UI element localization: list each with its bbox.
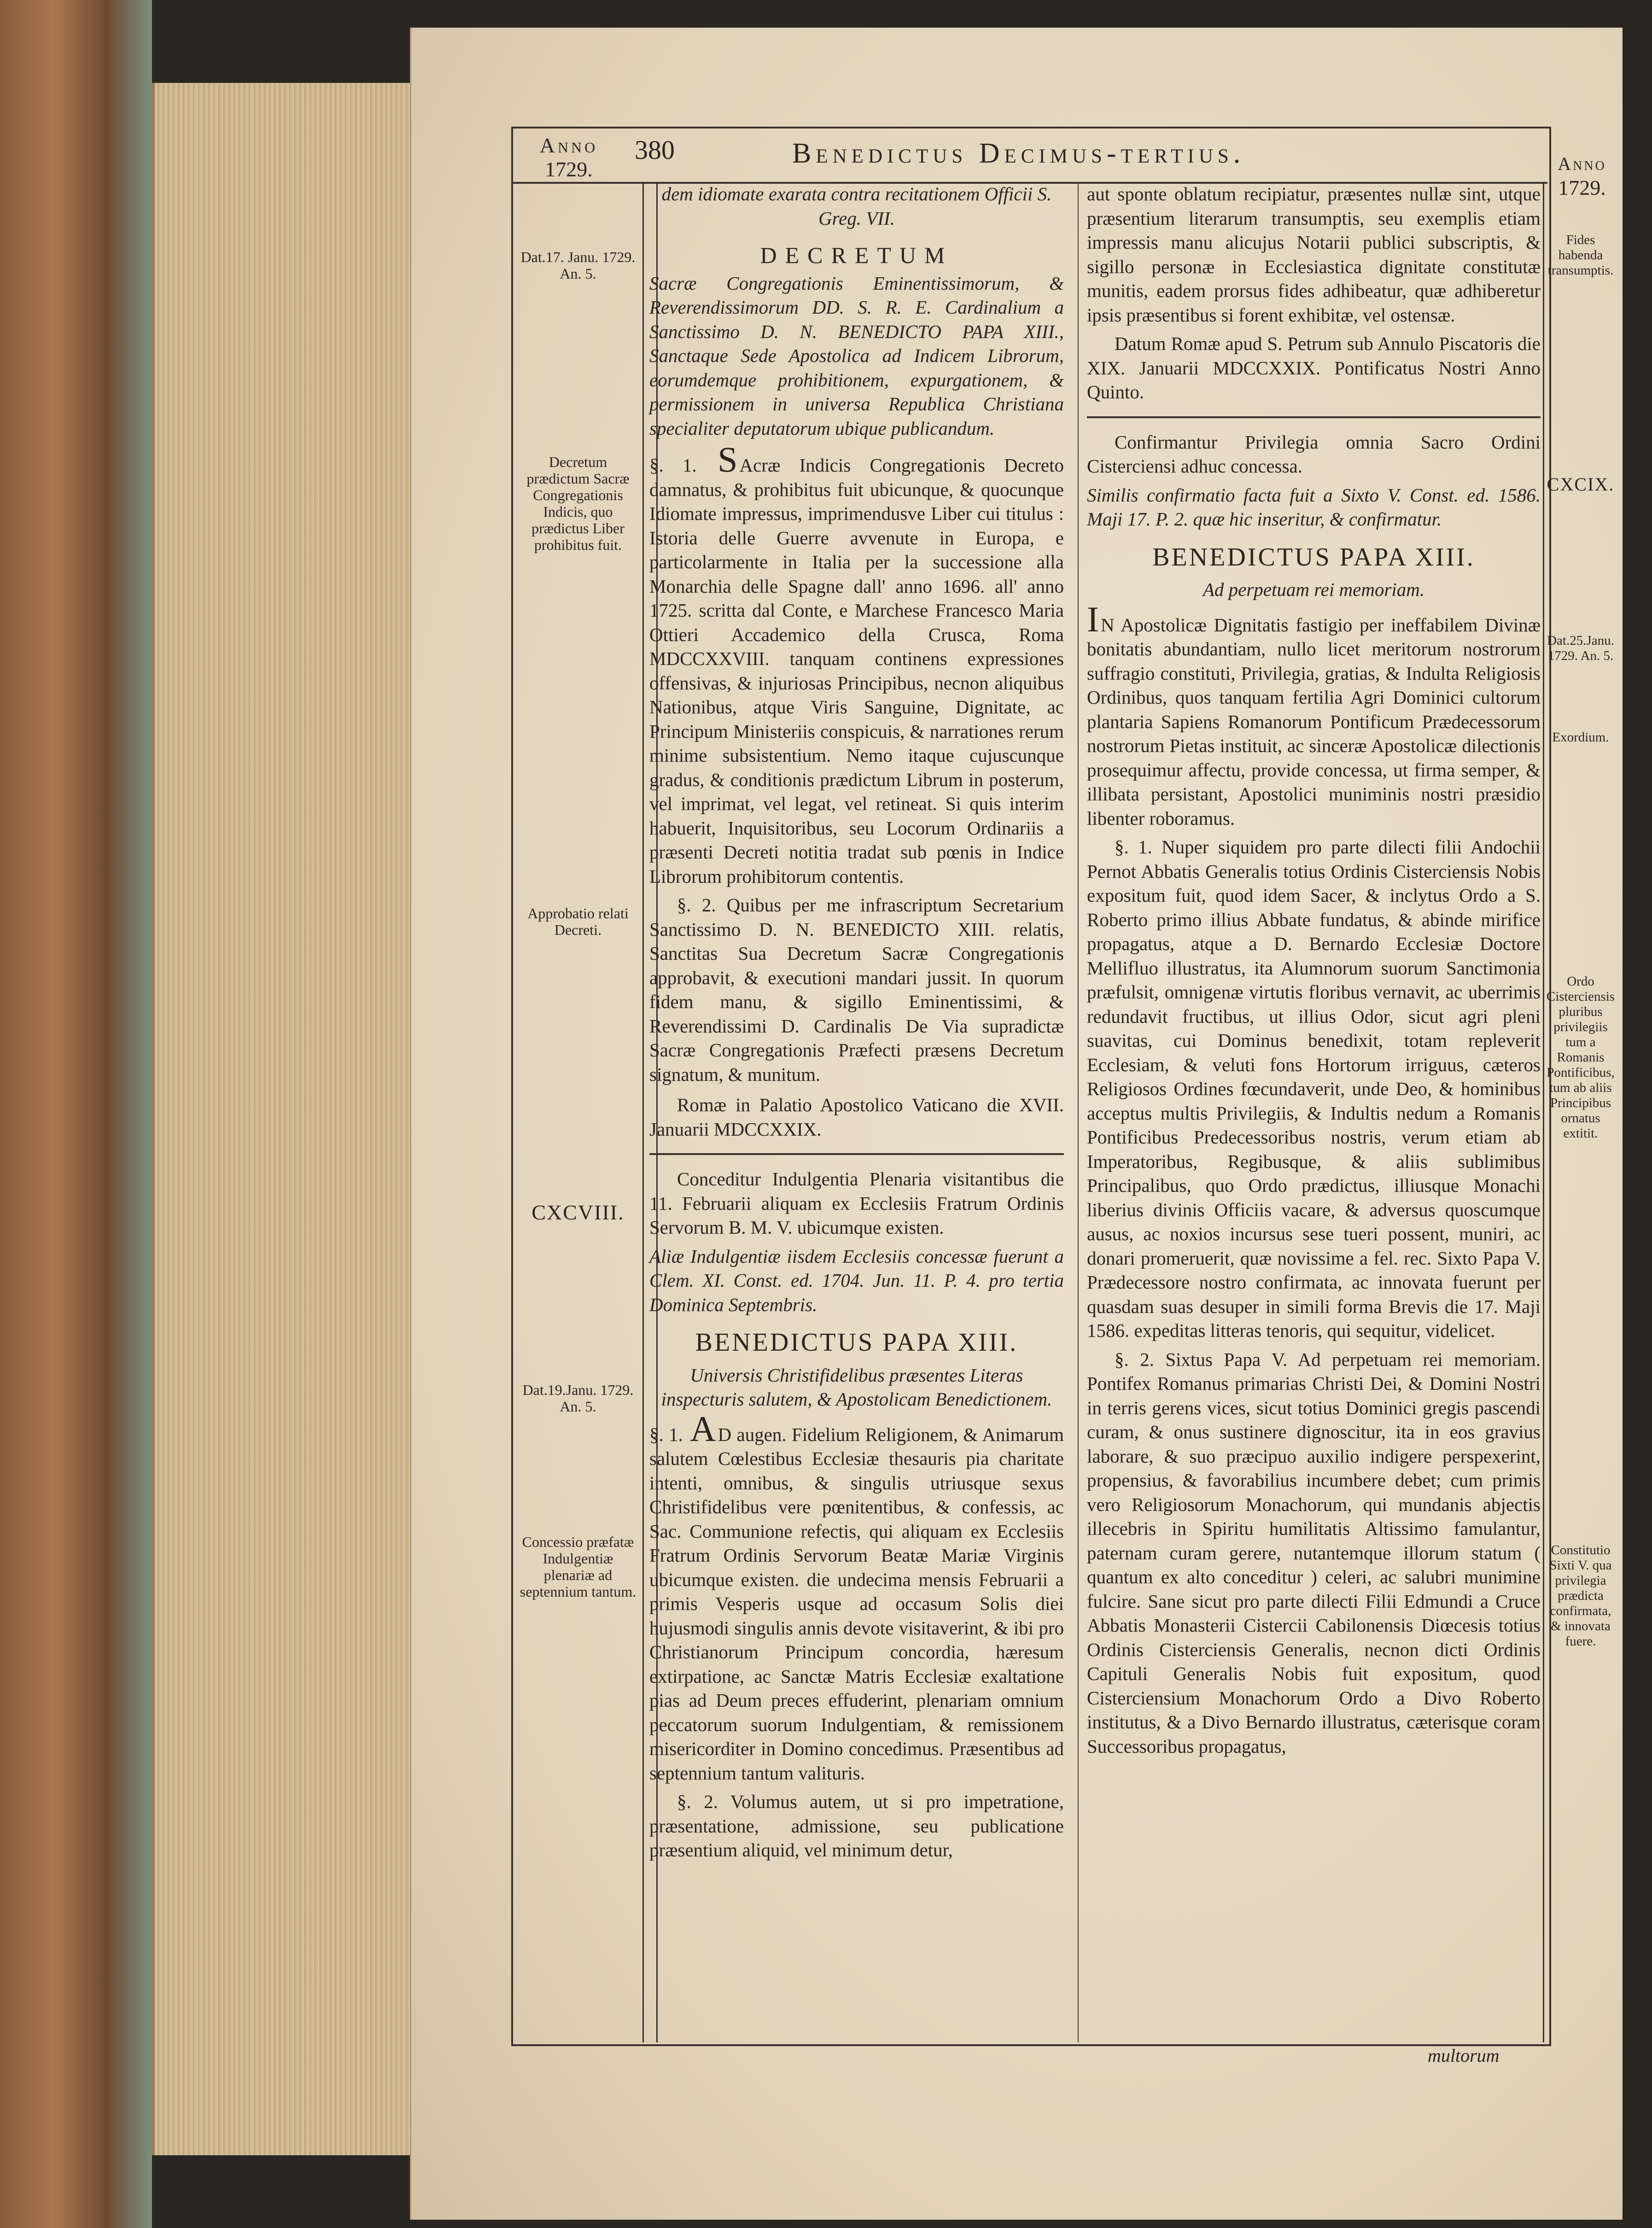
anno-label-right: Anno: [1558, 153, 1606, 174]
margin-number-199: CXCIX.: [1547, 474, 1615, 495]
margin-note-dat3: Dat.25.Janu. 1729. An. 5.: [1547, 633, 1614, 663]
binding-cloth: [0, 0, 152, 2228]
benedictus-title-right: BENEDICTUS PAPA XIII.: [1152, 542, 1475, 572]
catchword: multorum: [1428, 2045, 1500, 2066]
decretum-date: Romæ in Palatio Apostolico Vaticano die XVII. Januarii MDCCXXIX.: [649, 1094, 1064, 1140]
year-value-right: 1729.: [1558, 176, 1606, 199]
page-edges: [152, 83, 413, 2155]
drop-cap-i: I: [1087, 599, 1099, 639]
intro-text: dem idiomate exarata contra recitationem Officii S. Greg. VII.: [661, 183, 1052, 229]
page-number: 380: [635, 135, 675, 165]
indulgence-paragraph-2: §. 2. Volumus autem, ut si pro impetratione, præsentatione, admissione, seu publicatione præsentium aliquid, vel minimum detur,: [649, 1791, 1064, 1861]
decretum-paragraph-2: §. 2. Quibus per me infrascriptum Secretarium Sanctissimo D. N. BENEDICTO XIII. relatis, Sanctitas Sua Decretum Sacræ Congregationis approbavit, & executioni mandari jussit. In quorum fidem manu, & sigillo Eminentissimi, & Reverendissimi D. Cardinalis De Via supradictæ Sacræ Congregationis Præfecti præsens Decretum signatum, & munitum.: [649, 894, 1064, 1085]
exordium-paragraph: [1087, 599, 1541, 831]
margin-note-exordium: Exordium.: [1552, 730, 1609, 745]
brief-date: Datum Romæ apud S. Petrum sub Annulo Piscatoris die XIX. Januarii MDCCXXIX. Pontificatus Nostri Anno Quinto.: [1087, 333, 1541, 402]
section-separator-right: [1087, 416, 1541, 418]
margin-number-198: CXCVIII.: [531, 1201, 625, 1224]
aliae-note: Aliæ Indulgentiæ iisdem Ecclesiis concessæ fuerunt a Clem. XI. Const. ed. 1704. Jun. 11. P. 4. pro tertia Dominica Septembris.: [649, 1245, 1064, 1315]
continuation-text: aut sponte oblatum recipiatur, præsentes nullæ sint, utque præsentium literarum transumptis, seu exemplis etiam impressis manu alicujus Notarii publici subscriptis, & sigillo personæ in Ecclesiastica dignitate constitutæ munitis, eadem prorsus fides adhibeatur, quæ adhiberetur ipsis præsentibus si forent exhibitæ, vel ostensæ.: [1087, 183, 1541, 326]
universis-salutation: Universis Christifidelibus præsentes Literas inspecturis salutem, & Apostolicam Benedictionem.: [661, 1364, 1052, 1410]
column-divider: [1078, 182, 1079, 2042]
margin-note-concessio: Concessio præfatæ Indulgentiæ plenariæ ad septennium tantum.: [520, 1534, 636, 1600]
margin-note-decretum: Decretum prædictum Sacræ Congregationis Indicis, quo prædictus Liber prohibitus fuit.: [526, 454, 630, 553]
margin-note-approbatio: Approbatio relati Decreti.: [527, 905, 629, 938]
running-head: Benedictus Decimus-tertius.: [792, 138, 1245, 169]
section-mark: §. 1.: [649, 455, 697, 476]
ad-perpetuam: Ad perpetuam rei memoriam.: [1203, 579, 1425, 600]
cistercian-paragraph-1: §. 1. Nuper siquidem pro parte dilecti filii Andochii Pernot Abbatis Generalis totius Ordinis Cisterciensis Nobis expositum fuit, quod idem Sacer, & inclytus Ordo a S. Roberto primo illius Abbate fundatus, & abinde mirifice propagatus, atque a D. Bernardo Ecclesiæ Doctore Mellifluo illustratus, ita Alumnorum suorum Sanctimonia præfulsit, omnigenæ virtutis floribus vernavit, ac uberrimis redundavit fructibus, ut illius Odor, sicut agri pleni suavitas, cui Dominus benedixit, totam repleverit Ecclesiam, & veluti fons Hortorum irriguus, cæteros Religiosos Ordines fœcundaverit, unde Deo, & hominibus acceptus multis Privilegiis, & Indultis nedum a Romanis Pontificibus Predecessoribus nostris, verum etiam ab Imperatoribus, Regibusque, & aliis sublimibus Principalibus, quo Ordo prædictus, illiusque Monachi liberius divinis Officiis vacare, & adversus quoscumque ausus, ac noxios incursus sese tueri possent, muniri, ac donari promeruerit, quæ novissime a fel. rec. Sixto Papa V. Prædecessore nostro confirmata, ac innovata fuerunt per quasdam suas desuper in simili forma Brevis die 17. Maji 1586. expeditas litteras tenoris, qui sequitur, videlicet.: [1087, 836, 1541, 1341]
section-mark: §. 1.: [649, 1423, 683, 1445]
decretum-subtitle: Sacræ Congregationis Eminentissimorum, & Reverendissimorum DD. S. R. E. Cardinalium a Sanctissimo D. N. BENEDICTO PAPA XIII., Sanctaque Sede Apostolica ad Indicem Librorum, eorumdemque prohibitionem, expurgationem, & permissionem in universa Republica Christiana specialiter deputatorum ubique publicandum.: [649, 272, 1064, 439]
conceditur-summary: Conceditur Indulgentia Plenaria visitantibus die 11. Februarii aliquam ex Ecclesiis Fratrum Ordinis Servorum B. M. V. ubicumque existen.: [649, 1168, 1064, 1238]
margin-note-dat1: Dat.17. Janu. 1729. An. 5.: [520, 249, 636, 282]
year-right: [1547, 152, 1617, 200]
anno-label-left: Anno: [539, 134, 598, 157]
similis-note: Similis confirmatio facta fuit a Sixto V. Const. ed. 1586. Maji 17. P. 2. quæ hic inseritur, & confirmatur.: [1087, 484, 1541, 530]
margin-note-fides: Fides habenda transumptis.: [1547, 233, 1614, 278]
year-left: [516, 134, 622, 181]
margin-note-constitutio: Constitutio Sixti V. qua privilegia prædicta confirmata, & innovata fuere.: [1549, 1543, 1612, 1649]
year-value-left: 1729.: [545, 157, 593, 181]
decretum-title: DECRETUM: [760, 242, 953, 268]
section-separator: [649, 1153, 1064, 1155]
drop-cap-a: A: [690, 1408, 716, 1449]
margin-note-ordo: Ordo Cisterciensis pluribus privilegiis tum a Romanis Pontificibus, tum ab aliis Principibus ornatus extitit.: [1546, 974, 1615, 1141]
decretum-paragraph-1: [649, 439, 1064, 888]
column-left: [649, 182, 1064, 1867]
margin-rule-left-outer: [642, 182, 644, 2042]
benedictus-title-left: BENEDICTUS PAPA XIII.: [695, 1328, 1018, 1357]
cistercian-paragraph-2: §. 2. Sixtus Papa V. Ad perpetuam rei memoriam. Pontifex Romanus primarias Christi Dei, & Domini Nostri in terris gerens vices, sicut totius Dominici gregis pascendi curam, & onus sustinere dignoscitur, ita in eos gravius laborare, & suo præcipuo auxilio indigere perspexerint, propensius, & favorabilius incumbere debet; cum primis vero Religiosorum Monachorum, qui mundanis abjectis illecebris in Spiritu humilitatis Altissimo famulantur, paternam curam gerere, nutantemque illorum statum ( quantum ex alto conceditur ) celeri, ac salubri munimine fulcire. Sane sicut pro parte dilecti Filii Edmundi a Cruce Abbatis Monasterii Cistercii Cabilonensis Diœcesis totius Ordinis Cisterciensis Generalis, necnon dicti Ordinis Capituli Generalis Nobis fuit expositum, quod Cisterciensium Monachorum Ordo a Divo Roberto institutus, & a Divo Bernardo illustratus, cæterisque coram Successoribus propagatus,: [1087, 1348, 1541, 1757]
column-right: [1087, 182, 1541, 1763]
exordium-paragraph-text: N Apostolicæ Dignitatis fastigio per ineffabilem Divinæ bonitatis abundantiam, nullo licet meritorum nostrorum suffragio constituti, Privilegia, gratias, & Indulta Religiosis Ordinibus, quos tanquam fertilia Agri Dominici cultorum plantaria Sapiens Romanorum Pontificum Prædecessorum nostrorum Pietas instituit, ac sinceræ Apostolicæ dilectionis prosequimur affectu, provide concessa, ut firma semper, & illibata persistant, Apostolici muniminis nostri præsidio libenter roboramus.: [1087, 614, 1541, 829]
indulgence-paragraph-1-text: D augen. Fidelium Religionem, & Animarum salutem Cœlestibus Ecclesiæ thesauris pia charitate intenti, omnibus, & singulis utriusque sexus Christifidelibus vere pœnitentibus, & confessis, ac Sac. Communione refectis, qui aliquam ex Ecclesiis Fratrum Ordinis Servorum Beatæ Mariæ Virginis ubicumque existen. die undecima mensis Februarii a primis Vesperis usque ad occasum Solis diei hujusmodi singulis annis devote visitaverint, & ibi pro Christianorum Principum concordia, hæresum extirpatione, ac Sanctæ Matris Ecclesiæ exaltatione pias ad Deum preces effuderint, plenariam omnium peccatorum suorum Indulgentiam, & remissionem misericorditer in Domino concedimus. Præsentibus ad septennium tantum valituris.: [649, 1423, 1064, 1784]
indulgence-paragraph-1: [649, 1408, 1064, 1785]
decretum-paragraph-1-text: Acræ Indicis Congregationis Decreto damnatus, & prohibitus fuit ubicunque, & quocunque Idiomate impressus, imprimendusve Liber cui titulus : Istoria delle Guerre avvenute in Europa, e particolarmente in Italia per la successione alla Monarchia delle Spagne dall' anno 1696. all' anno 1725. scritta dal Conte, e Marchese Francesco Maria Ottieri Accademico della Crusca, Roma MDCCXXVIII. tanquam continens expressiones offensivas, & injuriosas Principibus, necnon aliquibus Nationibus, atque Viris Sanguine, Dignitate, ac Principum Ministeriis conspicuis, & narrationes rerum minime subsistentium. Nemo itaque cujuscunque gradus, & conditionis prædictum Librum in posterum, vel imprimat, vel legat, vel retineat. Si quis interim habuerit, Inquisitoribus, seu Locorum Ordinariis a præsenti Decreti notitia tradat sub pœnis in Indice Librorum prohibitorum contentis.: [649, 455, 1064, 887]
confirmantur-summary: Confirmantur Privilegia omnia Sacro Ordini Cisterciensi adhuc concessa.: [1087, 431, 1541, 477]
drop-cap-s: S: [718, 439, 738, 479]
margin-note-dat2: Dat.19.Janu. 1729. An. 5.: [522, 1382, 634, 1415]
